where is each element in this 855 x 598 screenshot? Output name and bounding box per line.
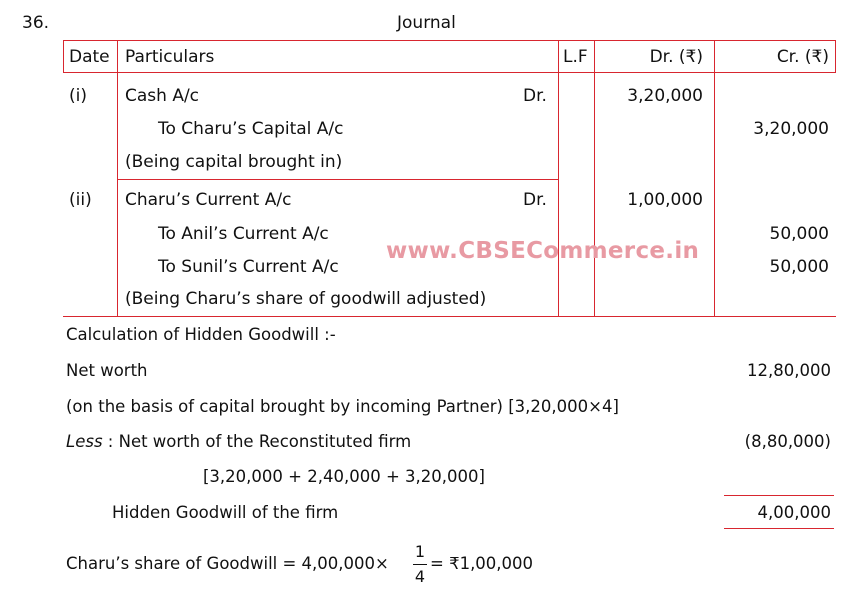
- fraction-numerator: 1: [414, 542, 426, 561]
- entry2-credit-account-2: To Sunil’s Current A/c: [158, 257, 339, 277]
- share-prefix: Charu’s share of Goodwill = 4,00,000×: [66, 554, 389, 573]
- entry2-dr-mark: Dr.: [523, 190, 547, 210]
- hidden-value-top-rule: [724, 495, 834, 496]
- entry2-date: (ii): [69, 190, 92, 210]
- entry2-dr-amount: 1,00,000: [627, 190, 703, 210]
- hidden-value-bottom-rule: [724, 528, 834, 529]
- fraction-bar: [413, 564, 427, 565]
- entry1-cr-amount: 3,20,000: [753, 119, 829, 139]
- fraction-denominator: 4: [414, 567, 426, 586]
- entry1-date: (i): [69, 86, 87, 106]
- entry2-credit-account-1: To Anil’s Current A/c: [158, 224, 329, 244]
- header-dr: Dr. (₹): [649, 47, 703, 67]
- header-particulars: Particulars: [125, 47, 215, 67]
- header-date: Date: [69, 47, 110, 67]
- less-line: [66, 432, 411, 451]
- less-label: : Net worth of the Reconstituted firm: [102, 432, 412, 451]
- entry1-dr-amount: 3,20,000: [627, 86, 703, 106]
- entry1-debit-account: Cash A/c: [125, 86, 200, 106]
- less-value: (8,80,000): [744, 432, 831, 451]
- calc-heading: Calculation of Hidden Goodwill :-: [66, 325, 336, 344]
- net-worth-label: Net worth: [66, 361, 148, 380]
- net-worth-value: 12,80,000: [747, 361, 831, 380]
- journal-title: Journal: [397, 13, 456, 33]
- header-lf: L.F: [563, 47, 588, 67]
- watermark: www.CBSECommerce.in: [386, 238, 700, 264]
- entry2-narration: (Being Charu’s share of goodwill adjusted): [125, 289, 487, 309]
- entry2-cr-amount-1: 50,000: [769, 224, 829, 244]
- less-word: Less: [66, 432, 103, 451]
- question-number: 36.: [22, 13, 50, 33]
- entry2-debit-account: Charu’s Current A/c: [125, 190, 292, 210]
- header-cr: Cr. (₹): [776, 47, 829, 67]
- sum-expression: [3,20,000 + 2,40,000 + 3,20,000]: [203, 467, 485, 486]
- hidden-goodwill-label: Hidden Goodwill of the firm: [112, 503, 339, 522]
- entry2-cr-amount-2: 50,000: [769, 257, 829, 277]
- entry1-dr-mark: Dr.: [523, 86, 547, 106]
- basis-note: (on the basis of capital brought by incoming Partner) [3,20,000×4]: [66, 397, 619, 416]
- share-suffix: = ₹1,00,000: [430, 554, 534, 573]
- entry1-credit-account: To Charu’s Capital A/c: [158, 119, 344, 139]
- hidden-goodwill-value: 4,00,000: [757, 503, 831, 522]
- entry1-narration: (Being capital brought in): [125, 152, 343, 172]
